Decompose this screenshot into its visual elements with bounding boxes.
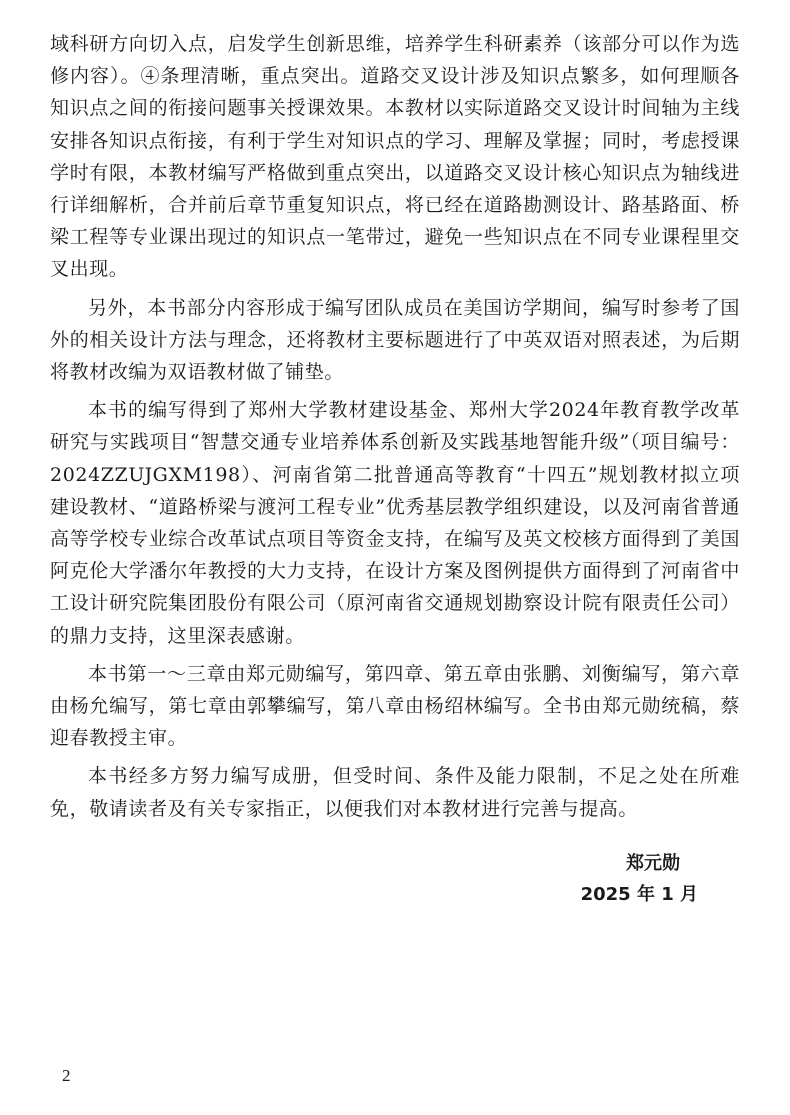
body-text	[50, 28, 740, 831]
paragraph-acknowledgements: 本书的编写得到了郑州大学教材建设基金、郑州大学2024年教育教学改革研究与实践项目“智慧交通专业培养体系创新及实践基地智能升级”（项目编号：2024ZZUJGXM198）、河南省第二批普通高等教育“十四五”规划教材拟立项建设教材、“道路桥梁与渡河工程专业”优秀基层教学组织建设，以及河南省普通高等学校专业综合改革试点项目等资金支持，在编写及英文校核方面得到了美国阿克伦大学潘尔年教授的大力支持，在设计方案及图例提供方面得到了河南省中工设计研究院集团股份有限公司（原河南省交通规划勘察设计院有限责任公司）的鼎力支持，这里深表感谢。	[50, 399, 740, 647]
signature-author: 郑元勋	[626, 853, 680, 874]
paragraph-closing-remarks: 本书经多方努力编写成册，但受时间、条件及能力限制，不足之处在所难免，敬请读者及有关专家指正，以便我们对本教材进行完善与提高。	[50, 765, 740, 820]
signature-block	[581, 848, 698, 910]
paragraph-author-contributions: 本书第一～三章由郑元勋编写，第四章、第五章由张鹏、刘衡编写，第六章由杨允编写，第七章由郭攀编写，第八章由杨绍林编写。全书由郑元勋统稿，蔡迎春教授主审。	[50, 662, 740, 750]
page-number: 2	[62, 1066, 71, 1085]
paragraph-teaching-features: 域科研方向切入点，启发学生创新思维，培养学生科研素养（该部分可以作为选修内容）。④条理清晰，重点突出。道路交叉设计涉及知识点繁多，如何理顺各知识点之间的衔接问题事关授课效果。本教材以实际道路交叉设计时间轴为主线安排各知识点衔接，有利于学生对知识点的学习、理解及掌握；同时，考虑授课学时有限，本教材编写严格做到重点突出，以道路交叉设计核心知识点为轴线进行详细解析，合并前后章节重复知识点，将已经在道路勘测设计、路基路面、桥梁工程等专业课出现过的知识点一笔带过，避免一些知识点在不同专业课程里交叉出现。	[50, 33, 740, 281]
signature-date: 2025 年 1 月	[580, 884, 698, 905]
paragraph-bilingual-note: 另外，本书部分内容形成于编写团队成员在美国访学期间，编写时参考了国外的相关设计方法与理念，还将教材主要标题进行了中英双语对照表述，为后期将教材改编为双语教材做了铺垫。	[50, 296, 740, 384]
